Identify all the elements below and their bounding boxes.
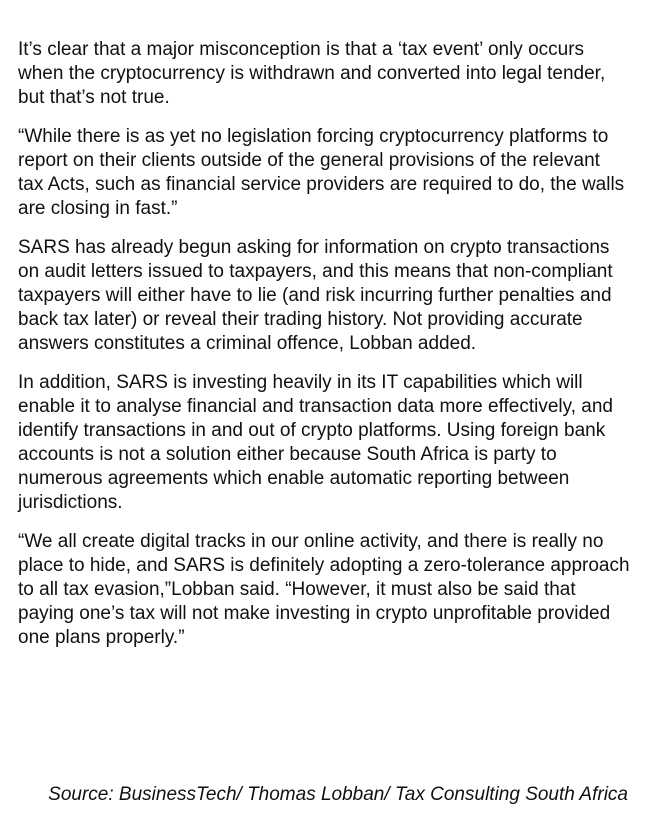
paragraph-2: “While there is as yet no legislation forcing cryptocurrency platforms to report on their clients outside of the general provisions of the relevant tax Acts, such as financial service providers are required to do, the walls are closing in fast.”	[18, 126, 625, 219]
paragraph-4: In addition, SARS is investing heavily in its IT capabilities which will enable it to analyse financial and transaction data more effectively, and identify transactions in and out of crypto platforms. Using foreign bank accounts is not a solution either because South Africa is party to numerous agreements which enable automatic reporting between jurisdictions.	[18, 372, 614, 513]
paragraph-5: “We all create digital tracks in our online activity, and there is really no place to hide, and SARS is definitely adopting a zero-tolerance approach to all tax evasion,”Lobban said. “However, it must also be said that paying one’s tax will not make investing in crypto unprofitable provided one plans properly.”	[18, 531, 630, 648]
paragraph-3: SARS has already begun asking for information on crypto transactions on audit letters issued to taxpayers, and this means that non-compliant taxpayers will either have to lie (and risk incurring further penalties and back tax later) or reveal their trading history. Not providing accurate answers constitutes a criminal offence, Lobban added.	[18, 237, 613, 354]
paragraph-1: It’s clear that a major misconception is that a ‘tax event’ only occurs when the cryptocurrency is withdrawn and converted into legal tender, but that’s not true.	[18, 39, 606, 108]
article-body	[18, 38, 630, 665]
source-attribution: Source: BusinessTech/ Thomas Lobban/ Tax Consulting South Africa	[48, 784, 628, 805]
